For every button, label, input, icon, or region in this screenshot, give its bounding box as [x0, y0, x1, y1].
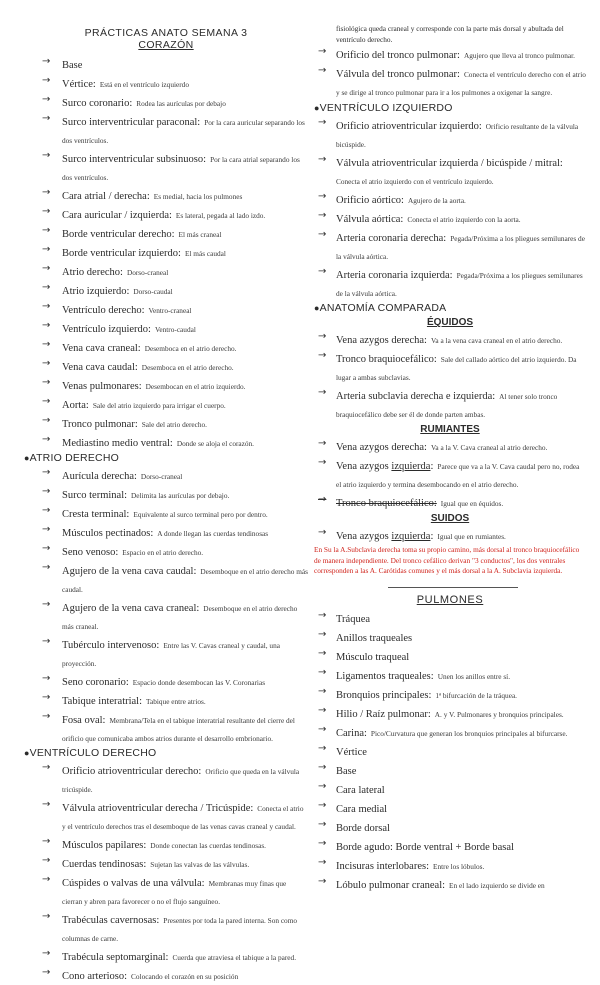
- list-item: [24, 414, 308, 432]
- item-term: Orificio del tronco pulmonar:: [336, 50, 460, 61]
- list-item: [24, 205, 308, 223]
- list-item: [314, 761, 586, 779]
- arrow-icon: →: [318, 457, 327, 468]
- item-term: Aurícula derecha:: [62, 471, 137, 482]
- item-description: Va a la vena cava craneal en el atrio derecho.: [430, 336, 563, 345]
- list-item: [24, 74, 308, 92]
- item-term: Fosa oval:: [62, 715, 106, 726]
- item-term: Ligamentos traqueales:: [336, 670, 434, 682]
- arrow-icon: →: [42, 762, 51, 773]
- list-item: [24, 672, 308, 690]
- item-description: Por la cara auricular separando los dos ventrículos.: [62, 118, 305, 145]
- item-description: Pegada/Próxima a los pliegues semilunares de la válvula aórtica.: [336, 271, 583, 298]
- item-term: Anillos traqueales: [336, 632, 413, 644]
- list-item: [24, 262, 308, 280]
- arrow-icon: →: [318, 154, 327, 165]
- arrow-icon: →: [318, 685, 327, 697]
- arrow-icon: →: [42, 206, 51, 217]
- list-item: [24, 947, 308, 965]
- item-term: Hilio / Raíz pulmonar:: [336, 708, 431, 720]
- arrow-icon: →: [42, 263, 51, 274]
- item-term: Músculo traqueal: [336, 651, 410, 663]
- item-term: Cresta terminal:: [62, 509, 130, 520]
- list-item: [314, 153, 586, 189]
- arrow-icon: →: [318, 666, 327, 678]
- arrow-icon: →: [42, 636, 51, 647]
- list-item: [314, 799, 586, 817]
- item-description: Ventro-craneal: [148, 306, 192, 315]
- arrow-icon: →: [318, 742, 327, 754]
- list-item: [24, 395, 308, 413]
- item-description: Orificio que queda en la válvula tricúspide.: [62, 767, 300, 794]
- item-description: Entre las V. Cavas craneal y caudal, una proyección.: [62, 641, 280, 668]
- rumiantes-list: [314, 437, 586, 511]
- item-term: Seno coronario:: [62, 677, 129, 688]
- list-item: → Vena azygos derecha: Va a la V. Cava craneal al atrio derecho.: [318, 438, 548, 453]
- item-term: Tabique interatrial:: [62, 696, 143, 707]
- list-item: [314, 330, 586, 348]
- item-description: Espacio donde desembocan las V. Coronarias: [132, 678, 266, 687]
- arrow-icon: →: [318, 266, 327, 277]
- item-term: Arteria coronaria izquierda:: [336, 270, 453, 281]
- item-term: Atrio izquierdo:: [62, 286, 130, 297]
- arrow-icon: →: [318, 761, 327, 773]
- arrow-icon: →: [42, 339, 51, 350]
- list-item: [24, 338, 308, 356]
- list-item: [24, 93, 308, 111]
- item-term: Aorta:: [62, 400, 89, 411]
- arrow-icon: →: [42, 948, 51, 959]
- arrow-icon: →: [42, 225, 51, 236]
- item-term: Cono arterioso:: [62, 971, 128, 982]
- list-item: [314, 837, 586, 855]
- item-description: Donde conectan las cuerdas tendinosas.: [150, 841, 266, 850]
- list-item: [314, 265, 586, 301]
- list-item: [314, 875, 586, 893]
- continued-text: fisiológica queda craneal y corresponde con la parte más dorsal y abultada del ventrículo derecho.: [336, 24, 564, 44]
- item-description: Sujetan las valvas de las válvulas.: [150, 860, 250, 869]
- arrow-icon: →: [318, 527, 327, 538]
- arrow-icon: →: [42, 301, 51, 312]
- item-description: Dorso-craneal: [126, 268, 169, 277]
- list-item: [24, 561, 308, 597]
- list-item: [314, 723, 586, 741]
- arrow-icon: →: [42, 855, 51, 866]
- item-description: Agujero que lleva al tronco pulmonar.: [463, 51, 575, 60]
- arrow-icon: →: [42, 673, 51, 684]
- arrow-icon: →: [42, 874, 51, 885]
- arrow-icon: →: [318, 856, 327, 868]
- list-item: [24, 319, 308, 337]
- item-description: Membranas muy finas que cierran y abren para favorecer o no el flujo sanguíneo.: [62, 879, 287, 906]
- item-description: Dorso-caudal: [133, 287, 173, 296]
- item-description: Es medial, hacia los pulmones: [153, 192, 243, 201]
- item-description: Sale del atrio izquierdo para irrigar el cuerpo.: [92, 401, 226, 410]
- item-description: Pegada/Próxima a los pliegues semilunares de la válvula aórtica.: [336, 234, 585, 261]
- list-item: [314, 780, 586, 798]
- list-item: [314, 349, 586, 385]
- arrow-icon: →: [42, 282, 51, 293]
- list-item: [24, 466, 308, 484]
- item-term: Surco coronario:: [62, 98, 133, 109]
- item-description: Entre los lóbulos.: [433, 861, 485, 871]
- arrow-icon: →: [42, 377, 51, 388]
- arrow-icon: →: [42, 320, 51, 331]
- arrow-icon: →: [318, 210, 327, 221]
- item-description: Unen los anillos entre sí.: [437, 671, 511, 681]
- item-description: Rodea las aurículas por debajo: [136, 99, 226, 108]
- equidos-list: [314, 330, 586, 422]
- arrow-icon: →: [42, 358, 51, 369]
- list-item: [24, 966, 308, 984]
- arrow-icon: →: [318, 438, 327, 449]
- list-item: [314, 386, 586, 422]
- arrow-icon: →: [42, 711, 51, 722]
- item-description: En el lado izquierdo se divide en: [449, 880, 545, 890]
- item-description: Sale del atrio derecho.: [141, 420, 207, 429]
- arrow-icon: →: [318, 875, 327, 887]
- item-term: Cara medial: [336, 803, 388, 815]
- arrow-icon: →: [318, 229, 327, 240]
- item-term: Arteria subclavia derecha e izquierda:: [336, 391, 496, 402]
- list-item: [314, 64, 586, 100]
- list-item: [24, 433, 308, 451]
- arrow-icon: →: [318, 628, 327, 640]
- item-description: Ventro-caudal: [154, 325, 196, 334]
- list-item: [314, 704, 586, 722]
- item-term: Borde agudo: Borde ventral + Borde basal: [336, 841, 514, 853]
- arrow-icon: →: [318, 387, 327, 398]
- item-description: Conecta el atrio y el ventrículo derechos tras el desemboque de las venas cavas craneal y caudal.: [62, 804, 304, 831]
- list-item: [314, 209, 586, 227]
- list-item: [314, 818, 586, 836]
- ventriculo-izquierdo-list: [314, 116, 586, 301]
- right-column: [314, 0, 586, 894]
- item-term: Surco interventricular subsinuoso:: [62, 154, 207, 165]
- item-term: Vértice: [336, 746, 367, 758]
- list-item: [24, 542, 308, 560]
- item-term: Trabéculas cavernosas:: [62, 915, 160, 926]
- list-item: [314, 647, 586, 665]
- list-item: [24, 485, 308, 503]
- item-term: Cara auricular / izquierda:: [62, 210, 172, 221]
- arrow-icon: →: [42, 56, 51, 67]
- item-term: Cúspides o valvas de una válvula:: [62, 878, 205, 889]
- item-term: Orificio atrioventricular derecho:: [62, 766, 202, 777]
- item-term: Cara atrial / derecha:: [62, 191, 150, 202]
- list-item: [24, 854, 308, 872]
- item-term: Venas pulmonares:: [62, 381, 142, 392]
- list-item: [24, 761, 308, 797]
- item-term: Borde ventricular derecho:: [62, 229, 175, 240]
- item-description: A. y V. Pulmonares y bronquios principales.: [434, 709, 564, 719]
- arrow-icon: →: [318, 837, 327, 849]
- list-item: [314, 685, 586, 703]
- arrow-icon: →: [42, 415, 51, 426]
- list-item: [314, 228, 586, 264]
- arrow-icon: →: [42, 150, 51, 161]
- left-column: [24, 0, 308, 985]
- item-term: Carina:: [336, 727, 367, 739]
- list-item: [24, 357, 308, 375]
- item-description: Donde se aloja el corazón.: [176, 439, 255, 448]
- list-item: [24, 112, 308, 148]
- item-term: Agujero de la vena cava caudal:: [62, 566, 197, 577]
- arrow-icon: →: [42, 836, 51, 847]
- list-item: [24, 224, 308, 242]
- list-item: [24, 598, 308, 634]
- item-term: Surco terminal:: [62, 490, 128, 501]
- arrow-icon: →: [42, 967, 51, 978]
- item-description: Membrana/Tela en el tabique interatrial resultante del cierre del orificio que comunicaba ambos atrios durante el desarrollo embrionario.: [62, 716, 295, 743]
- item-term: Tronco braquiocefálico:: [336, 354, 437, 365]
- suidos-note: En Su la A.Subclavia derecha toma su propio camino, más dorsal al tronco braquiocefálico de manera independiente. Del tronco cefálico derivan "3 conductos", los dos ventrales corresponden a las A. Carótidas comunes y el más dorsal a la A. Subclavia izquierda.: [314, 545, 580, 575]
- item-term: Válvula atrioventricular izquierda / bicúspide / mitral:: [336, 158, 563, 169]
- arrow-icon: →: [318, 609, 327, 621]
- item-description: Está en el ventrículo izquierdo: [99, 80, 189, 89]
- atrio-list: [24, 466, 308, 746]
- item-description: Conecta el atrio izquierdo con el ventrículo izquierdo.: [336, 177, 494, 186]
- arrow-icon: →: [42, 94, 51, 105]
- item-description: Dorso-craneal: [140, 472, 183, 481]
- arrow-icon: →: [318, 647, 327, 659]
- item-description: A donde llegan las cuerdas tendinosas: [157, 529, 269, 538]
- page-subtitle: CORAZÓN: [138, 39, 194, 51]
- arrow-icon: →: [42, 911, 51, 922]
- item-description: Sale del callado aórtico del atrio izquierdo. Da lugar a ambas subclavias.: [336, 355, 577, 382]
- item-term: Músculos papilares:: [62, 840, 147, 851]
- arrow-icon: →: [318, 46, 327, 57]
- item-description: Equivalente al surco terminal pero por dentro.: [133, 510, 268, 519]
- list-item: [24, 710, 308, 746]
- item-term: Base: [336, 765, 357, 777]
- item-description: El más caudal: [184, 249, 226, 258]
- arrow-icon: →: [42, 524, 51, 535]
- item-term: Borde dorsal: [336, 822, 390, 834]
- item-term: Bronquios principales:: [336, 689, 432, 701]
- list-item: [314, 45, 586, 63]
- item-description: Presentes por toda la pared interna. Son como columnas de carne.: [62, 916, 298, 943]
- arrow-icon: →: [318, 704, 327, 716]
- list-item: → Vena azygos izquierda: Igual que en rumiantes.: [318, 527, 506, 542]
- item-description: 1ª bifurcación de la tráquea.: [435, 690, 518, 700]
- list-item: [24, 691, 308, 709]
- item-term: Surco interventricular paraconal:: [62, 117, 201, 128]
- ventriculo-derecho-list-cont: [314, 45, 586, 100]
- arrow-icon: →: [42, 486, 51, 497]
- section-heading-ventriculo-derecho: ●VENTRÍCULO DERECHO: [24, 747, 157, 759]
- subheading-rumiantes: RUMIANTES: [420, 424, 480, 435]
- divider: [388, 587, 518, 588]
- list-item: [314, 628, 586, 646]
- item-description: Orificio resultante de la válvula bicúspide.: [336, 122, 579, 149]
- item-description: Desembocan en el atrio izquierdo.: [145, 382, 246, 391]
- section-heading-atrio-derecho: ●ATRIO DERECHO: [24, 452, 119, 464]
- item-description: Al tener solo tronco braquiocefálico debe ser él de donde parten ambas.: [336, 392, 558, 419]
- arrow-icon: →: [318, 723, 327, 735]
- list-item: [24, 798, 308, 834]
- arrow-icon: →: [42, 562, 51, 573]
- arrow-icon: →: [318, 191, 327, 202]
- list-item: [24, 149, 308, 185]
- subheading-suidos: SUIDOS: [430, 513, 470, 524]
- list-item: [314, 666, 586, 684]
- section-heading-ventriculo-izquierdo: ●VENTRÍCULO IZQUIERDO: [314, 102, 453, 114]
- item-term: Vena cava caudal:: [62, 362, 138, 373]
- arrow-icon: →: [318, 780, 327, 792]
- item-term: Válvula aórtica:: [336, 214, 404, 225]
- item-term: Vértice:: [62, 79, 96, 90]
- list-item: [24, 835, 308, 853]
- list-item: [24, 523, 308, 541]
- arrow-icon: →: [42, 599, 51, 610]
- item-description: Es lateral, pegada al lado izdo.: [175, 211, 266, 220]
- pulmones-list: [314, 609, 586, 893]
- item-term: Tráquea: [336, 613, 371, 625]
- arrow-icon: →: [318, 331, 327, 342]
- list-item: → Tronco braquiocefálico: Igual que en équidos.: [318, 494, 504, 509]
- list-item: [314, 116, 586, 152]
- item-term: Atrio derecho:: [62, 267, 123, 278]
- ventriculo-derecho-list: [24, 761, 308, 984]
- arrow-icon: →: [318, 818, 327, 830]
- item-description: Por la cara atrial separando los dos ventrículos.: [62, 155, 300, 182]
- item-description: Desemboque en el atrio derecho más craneal.: [62, 604, 298, 631]
- item-term: Seno venoso:: [62, 547, 119, 558]
- item-term: Trabécula septomarginal:: [62, 952, 169, 963]
- arrow-icon: →: [42, 799, 51, 810]
- item-description: Conecta el atrio izquierdo con la aorta.: [407, 215, 521, 224]
- item-term: Base: [62, 60, 83, 71]
- item-term: Cara lateral: [336, 784, 385, 796]
- arrow-icon: →: [42, 434, 51, 445]
- list-item: [24, 504, 308, 522]
- list-item: [24, 635, 308, 671]
- item-term: Vena azygos derecha:: [336, 335, 427, 346]
- item-term: Vena cava craneal:: [62, 343, 141, 354]
- item-term: Ventrículo derecho:: [62, 305, 145, 316]
- list-item: [24, 300, 308, 318]
- intro-list: [24, 55, 308, 451]
- item-term: Orificio atrioventricular izquierdo:: [336, 121, 482, 132]
- item-term: Mediastino medio ventral:: [62, 438, 173, 449]
- arrow-icon: →: [318, 350, 327, 361]
- item-term: Cuerdas tendinosas:: [62, 859, 147, 870]
- list-item: [24, 55, 308, 73]
- item-description: Agujero de la aorta.: [407, 196, 466, 205]
- item-term: Incisuras interlobares:: [336, 860, 430, 872]
- arrow-icon: →: [42, 187, 51, 198]
- arrow-icon: →: [42, 692, 51, 703]
- list-item: [314, 742, 586, 760]
- list-item: [24, 376, 308, 394]
- list-item: [314, 856, 586, 874]
- item-term: Músculos pectinados:: [62, 528, 154, 539]
- arrow-icon: →: [318, 117, 327, 128]
- item-term: Agujero de la vena cava craneal:: [62, 603, 200, 614]
- item-description: Desemboca en el atrio derecho.: [144, 344, 237, 353]
- list-item: [24, 873, 308, 909]
- subheading-equidos: ÉQUIDOS: [426, 317, 474, 328]
- arrow-icon: →: [42, 543, 51, 554]
- item-description: Desemboca en el atrio derecho.: [141, 363, 234, 372]
- item-term: Lóbulo pulmonar craneal:: [336, 879, 446, 891]
- item-description: Cuerda que atraviesa el tabique a la pared.: [172, 953, 297, 962]
- section-heading-pulmones: PULMONES: [416, 593, 484, 606]
- list-item: [24, 910, 308, 946]
- arrow-icon: →: [42, 396, 51, 407]
- arrow-icon: →: [42, 113, 51, 124]
- arrow-icon: →: [42, 505, 51, 516]
- list-item: [24, 243, 308, 261]
- item-description: Colocando el corazón en su posición: [131, 972, 239, 981]
- page-title: PRÁCTICAS ANATO SEMANA 3: [84, 27, 248, 39]
- list-item: → Vena azygos izquierda: Parece que va a la V. Cava caudal pero no, rodea el atrio izquierdo y termina desembocando en el atrio derecho.: [318, 457, 580, 489]
- item-term: Borde ventricular izquierdo:: [62, 248, 181, 259]
- list-item: [314, 609, 586, 627]
- arrow-icon: →: [42, 467, 51, 478]
- item-term: Válvula atrioventricular derecha / Tricúspide:: [62, 803, 254, 814]
- list-item: [24, 281, 308, 299]
- list-item: [24, 186, 308, 204]
- item-term: Tronco pulmonar:: [62, 419, 138, 430]
- item-term: Ventrículo izquierdo:: [62, 324, 151, 335]
- item-term: Válvula del tronco pulmonar:: [336, 69, 460, 80]
- arrow-icon: →: [318, 65, 327, 76]
- item-description: Delimita las aurículas por debajo.: [131, 491, 230, 500]
- item-term: Tubérculo intervenoso:: [62, 640, 160, 651]
- item-description: El más craneal: [178, 230, 222, 239]
- item-term: Orificio aórtico:: [336, 195, 404, 206]
- arrow-icon: →: [42, 244, 51, 255]
- item-description: Espacio en el atrio derecho.: [122, 548, 204, 557]
- arrow-icon: →: [318, 799, 327, 811]
- section-heading-anatomia-comparada: ●ANATOMÍA COMPARADA: [314, 302, 447, 314]
- arrow-icon: →: [318, 494, 327, 505]
- item-description: Desemboque en el atrio derecho más caudal.: [62, 567, 308, 594]
- arrow-icon: →: [42, 75, 51, 86]
- item-description: Pico/Curvatura que generan los bronquios principales al bifurcarse.: [370, 728, 568, 738]
- item-description: Conecta el ventrículo derecho con el atrio y se dirige al tronco pulmonar para ir a los pulmones a oxigenar la sangre.: [336, 70, 586, 97]
- item-term: Arteria coronaria derecha:: [336, 233, 447, 244]
- list-item: [314, 190, 586, 208]
- item-description: Tabique entre atrios.: [146, 697, 206, 706]
